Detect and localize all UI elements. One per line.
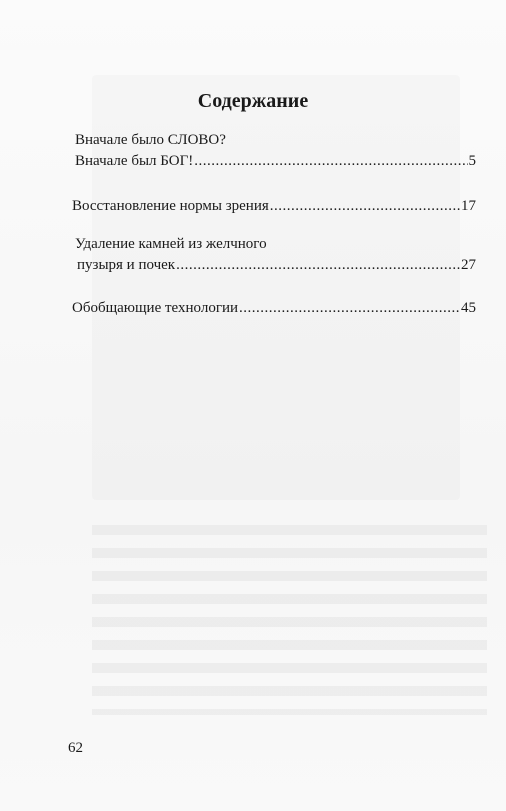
toc-entry-1-title: Вначале был БОГ! [75,153,194,169]
toc-entry-2-title: Восстановление нормы зрения [72,198,269,214]
toc-entry-4-title: Обобщающие технологии [72,300,239,316]
leader-dots [194,151,467,172]
toc-entry-3 [72,234,476,276]
show-through-text [92,525,487,715]
toc-entry-2-page: 17 [461,198,476,214]
toc-entry-3-line2 [72,255,476,276]
toc-entry-2 [72,196,476,217]
leader-dots [176,255,460,276]
toc-entry-3-page: 27 [461,257,476,273]
toc-entry-4 [72,298,476,319]
leader-dots [239,298,460,319]
toc-heading: Содержание [197,90,309,112]
toc-entry-1 [72,130,476,172]
toc-entry-3-title: пузыря и почек [77,257,176,273]
toc-entry-1-page: 5 [468,153,476,169]
toc-entry-4-page: 45 [461,300,476,316]
toc-entry-2-line1 [72,196,476,217]
toc-entry-3-line1: Удаление камней из желчного [75,236,267,252]
toc-entry-4-line1 [72,298,476,319]
toc-entry-1-line1: Вначале было СЛОВО? [75,132,226,148]
leader-dots [270,196,460,217]
toc-entry-1-line2 [72,151,476,172]
page-number: 62 [68,740,83,756]
